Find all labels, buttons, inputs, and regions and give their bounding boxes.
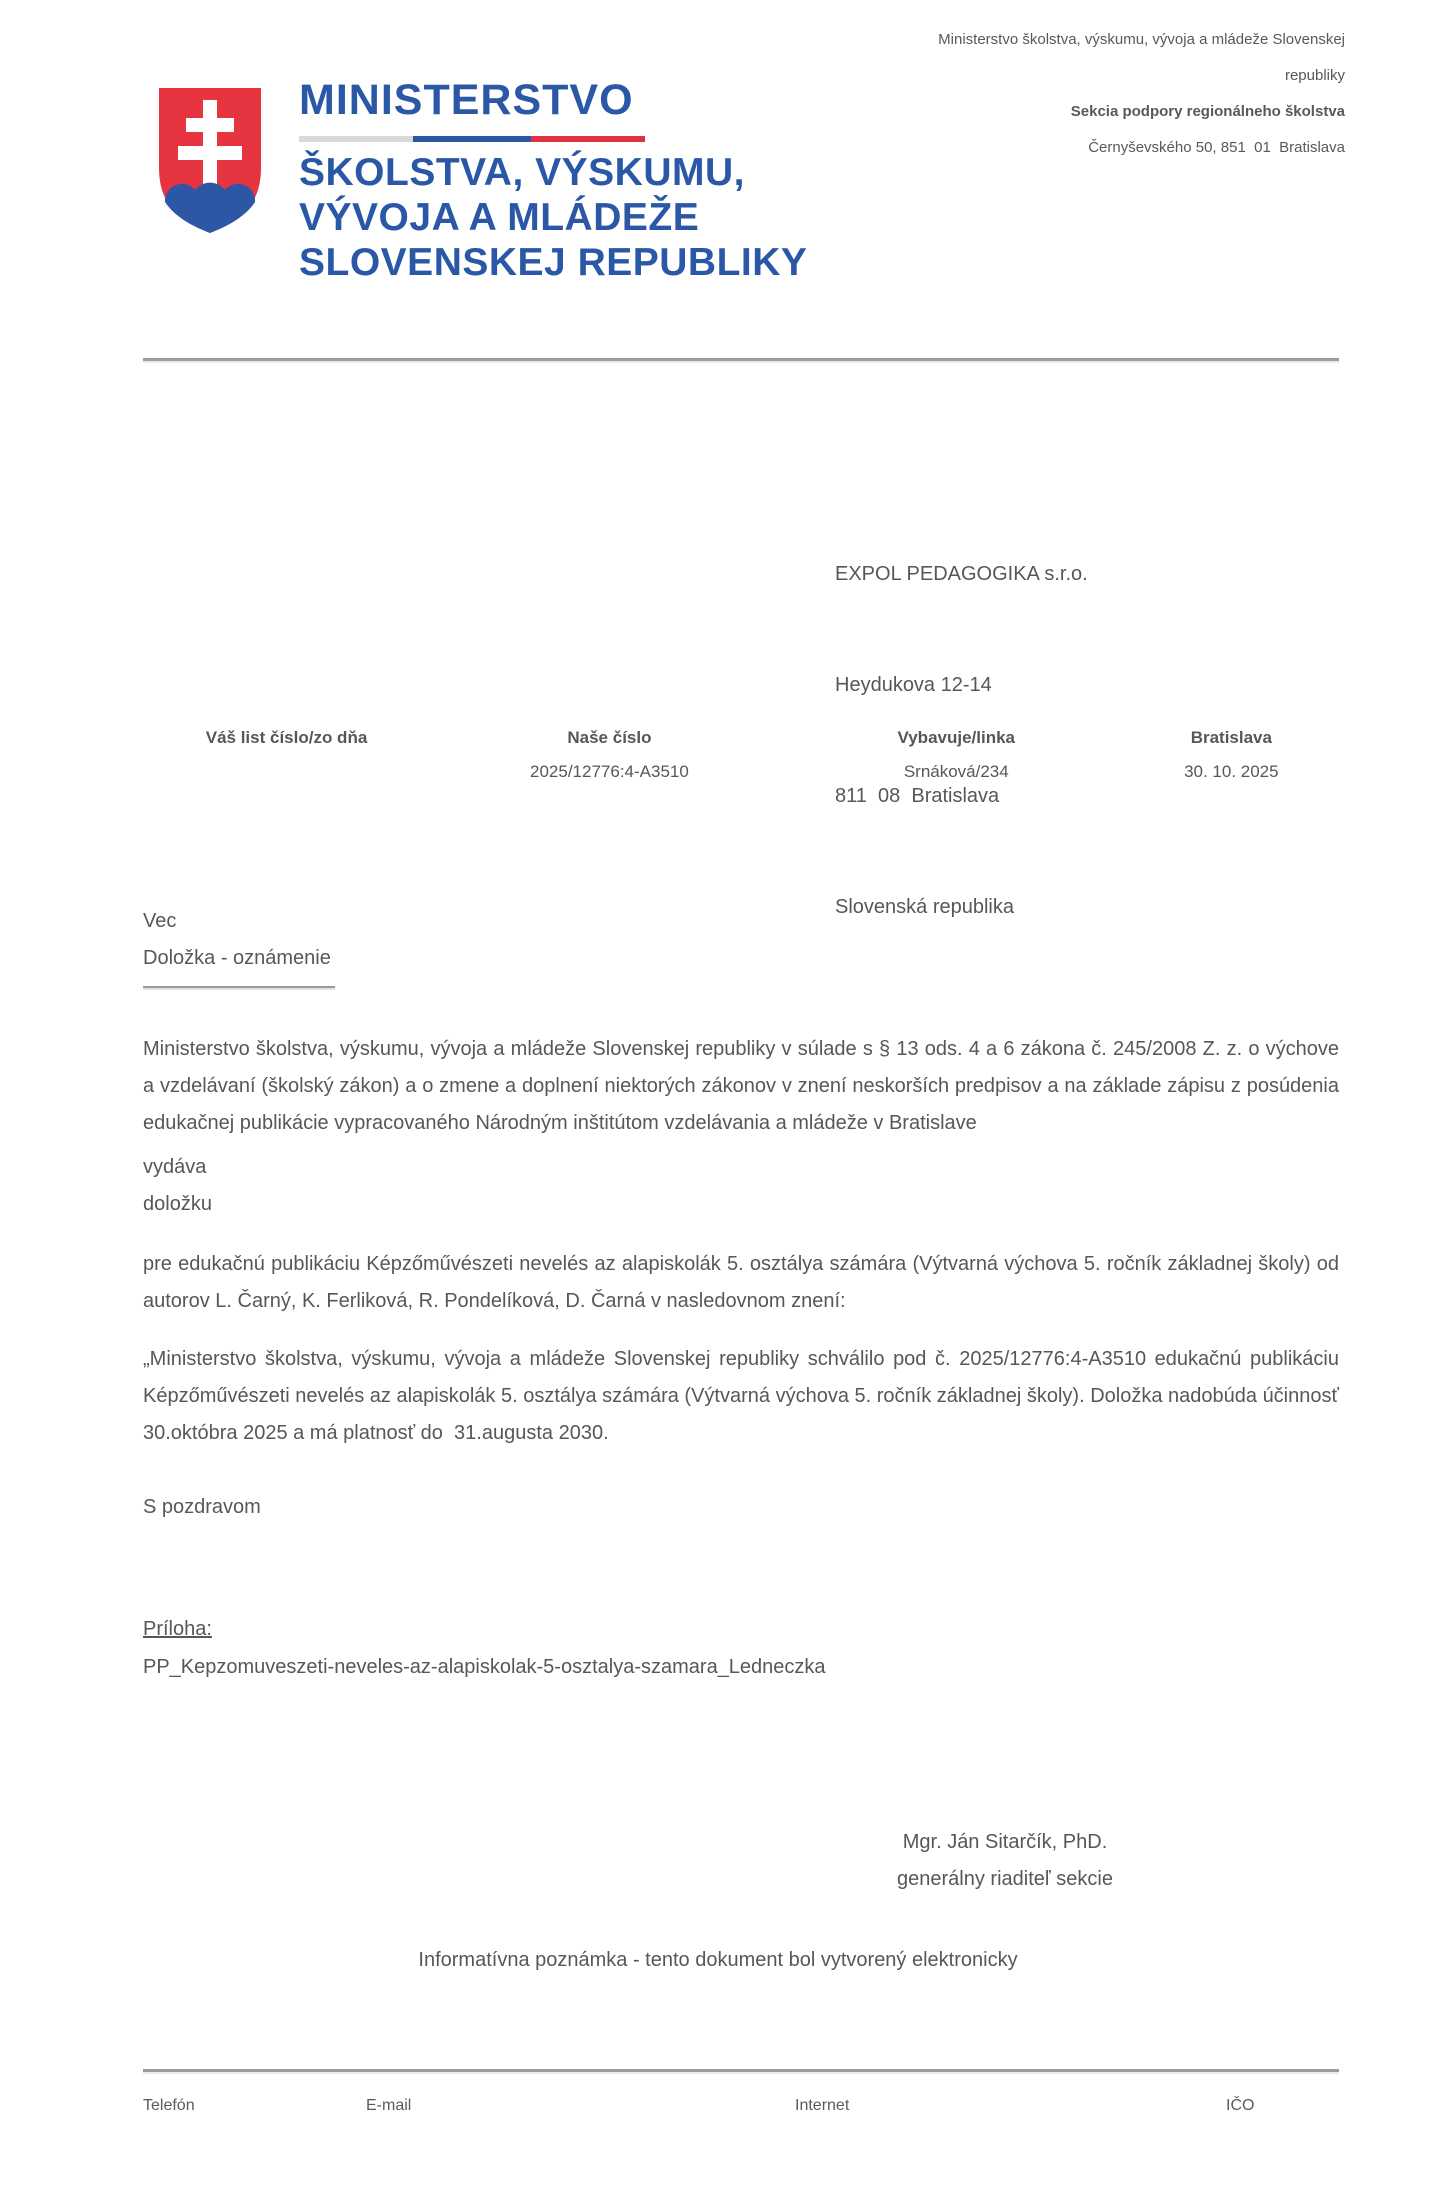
subject-underline: [143, 986, 335, 990]
recipient-name: EXPOL PEDAGOGIKA s.r.o.: [835, 563, 1088, 585]
ref-label-nase-cislo: Naše číslo: [567, 728, 652, 747]
attachment-label: [143, 1611, 1339, 1648]
signature-title: generálny riaditeľ sekcie: [897, 1868, 1113, 1890]
sender-line-2: republiky: [1284, 67, 1345, 84]
ministry-logo: [299, 70, 807, 285]
reference-table: [143, 728, 1339, 782]
attachment-heading: Príloha:: [143, 1618, 212, 1640]
logo-subtitle: ŠKOLSTVA, VÝSKUMU, VÝVOJA A MLÁDEŽE SLOVENSKEJ REPUBLIKY: [299, 151, 808, 284]
sender-address: [938, 22, 1345, 166]
sender-section: Sekcia podpory regionálneho školstva: [1070, 103, 1345, 120]
footer-label-telefon: Telefón: [143, 2097, 195, 2114]
body-issues-block: [143, 1149, 1339, 1223]
footer-label-ico: IČO: [1226, 2097, 1255, 2114]
body-paragraph-publication: pre edukačnú publikáciu Képzőművészeti nevelés az alapiskolák 5. osztálya számára (Výtvarná výchova 5. ročník základnej školy) od autorov L. Čarný, K. Ferliková, R. Pondelíková, D. Čarná v nasledovnom znení:: [143, 1253, 1339, 1312]
ref-label-vybavuje: Vybavuje/linka: [897, 728, 1015, 747]
slovak-coat-of-arms-icon: [155, 84, 265, 236]
subject-value: Doložka - oznámenie: [143, 947, 331, 969]
footer-label-email: E-mail: [366, 2097, 412, 2114]
recipient-city: 811 08 Bratislava: [835, 785, 1000, 807]
electronic-document-note: Informatívna poznámka - tento dokument bol vytvorený elektronicky: [418, 1949, 1018, 1971]
attachment-filename: PP_Kepzomuveszeti-neveles-az-alapiskolak-5-osztalya-szamara_Ledneczka: [143, 1656, 826, 1678]
ref-value-nase-cislo: 2025/12776:4-A3510: [530, 762, 689, 781]
body-dolozku: doložku: [143, 1193, 212, 1215]
ref-value-vas-list: [143, 762, 430, 782]
closing-salutation: S pozdravom: [143, 1496, 261, 1518]
signature-name: Mgr. Ján Sitarčík, PhD.: [902, 1831, 1108, 1853]
subject-label: Vec: [143, 910, 177, 932]
body-paragraph-intro: Ministerstvo školstva, výskumu, vývoja a mládeže Slovenskej republiky v súlade s § 13 ods. 4 a 6 zákona č. 245/2008 Z. z. o výchove a vzdelávaní (školský zákon) a o zmene a doplnení niektorých zákonov v znení neskorších predpisov a na základe zápisu z posúdenia edukačnej publikácie vypracovaného Národným inštitútom vzdelávania a mládeže v Bratislave: [143, 1038, 1339, 1134]
footer-label-internet: Internet: [795, 2097, 850, 2114]
subject-block: [143, 903, 335, 990]
ref-label-vas-list: Váš list číslo/zo dňa: [205, 728, 368, 747]
ref-value-date: 30. 10. 2025: [1184, 762, 1279, 781]
footer-divider: [143, 2069, 1339, 2074]
body-paragraph-clause: „Ministerstvo školstva, výskumu, vývoja a mládeže Slovenskej republiky schválilo pod č. 2025/12776:4-A3510 edukačnú publikáciu Képzőművészeti nevelés az alapiskolák 5. osztálya számára (Výtvarná výchova 5. ročník základnej školy). Doložka nadobúda účinnosť 30.októbra 2025 a má platnosť do 31.augusta 2030.: [143, 1348, 1345, 1444]
header-divider: [143, 358, 1339, 363]
recipient-street: Heydukova 12-14: [835, 674, 992, 696]
ref-value-vybavuje: Srnáková/234: [903, 762, 1009, 781]
ref-label-bratislava: Bratislava: [1190, 728, 1272, 747]
sender-street: Černyševského 50, 851 01 Bratislava: [1088, 139, 1345, 156]
signature-block: [785, 1824, 1225, 1898]
logo-title: MINISTERSTVO: [299, 76, 634, 124]
body-vydava: vydáva: [143, 1156, 207, 1178]
sender-line-1: Ministerstvo školstva, výskumu, vývoja a mládeže Slovenskej: [938, 31, 1345, 48]
recipient-country: Slovenská republika: [835, 896, 1014, 918]
logo-tricolor-divider: [299, 136, 645, 142]
